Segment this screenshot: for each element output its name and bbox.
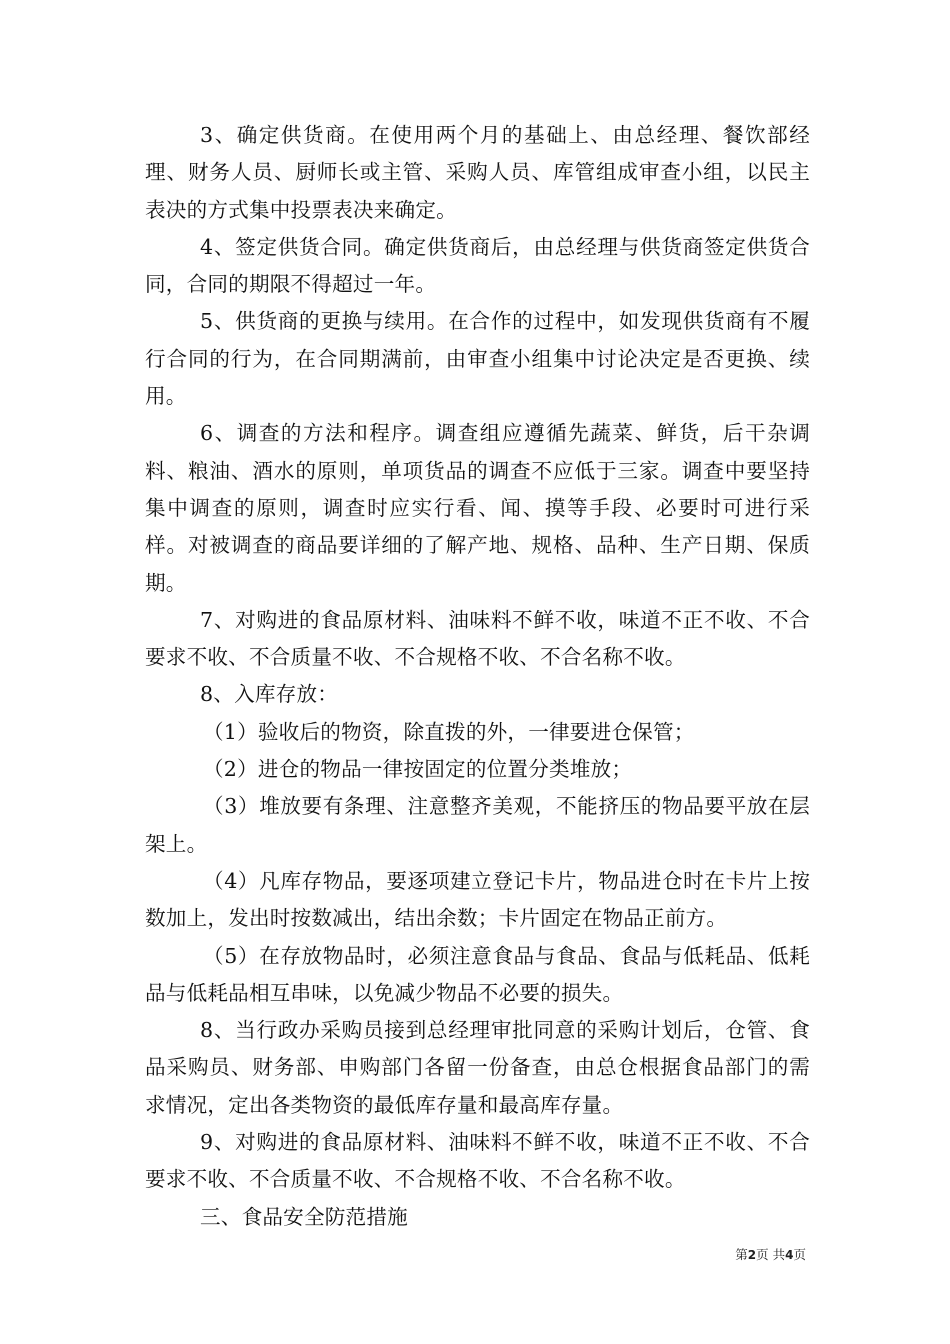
- footer-middle: 页 共: [756, 1247, 786, 1262]
- paragraph-purchase-acceptance-9: 9、对购进的食品原材料、油味料不鲜不收，味道不正不收、不合要求不收、不合质量不收、不合规格不收、不合名称不收。: [145, 1130, 810, 1192]
- paragraph-storage-item-4: （4）凡库存物品，要逐项建立登记卡片，物品进仓时在卡片上按数加上，发出时按数减出，结出余数；卡片固定在物品正前方。: [145, 868, 810, 931]
- paragraph-purchase-acceptance-7: 7、对购进的食品原材料、油味料不鲜不收，味道不正不收、不合要求不收、不合质量不收、不合规格不收、不合名称不收。: [145, 607, 810, 670]
- footer-current-page: 2: [747, 1248, 757, 1262]
- document-body: [145, 117, 810, 1236]
- paragraph-confirm-supplier: 3、确定供货商。在使用两个月的基础上、由总经理、餐饮部经理、财务人员、厨师长或主管、采购人员、库管组成审查小组，以民主表决的方式集中投票表决来确定。: [145, 123, 810, 222]
- paragraph-purchase-plan: 8、当行政办采购员接到总经理审批同意的采购计划后，仓管、食品采购员、财务部、申购部门各留一份备查，由总仓根据食品部门的需求情况，定出各类物资的最低库存量和最高库存量。: [145, 1018, 810, 1117]
- paragraph-storage-item-2: （2）进仓的物品一律按固定的位置分类堆放；: [203, 757, 633, 782]
- section-heading-food-safety: 三、食品安全防范措施: [200, 1204, 408, 1229]
- paragraph-storage-item-5: （5）在存放物品时，必须注意食品与食品、食品与低耗品、低耗品与低耗品相互串味，以免减少物品不必要的损失。: [145, 943, 810, 1005]
- footer-prefix: 第: [735, 1247, 748, 1262]
- footer-suffix: 页: [793, 1247, 806, 1262]
- footer-total-pages: 4: [785, 1248, 794, 1262]
- paragraph-sign-contract: 4、签定供货合同。确定供货商后，由总经理与供货商签定供货合同，合同的期限不得超过一年。: [145, 234, 810, 297]
- paragraph-storage-heading: 8、入库存放：: [200, 682, 339, 707]
- paragraph-supplier-replacement: 5、供货商的更换与续用。在合作的过程中，如发现供货商有不履行合同的行为，在合同期满前，由审查小组集中讨论决定是否更换、续用。: [145, 309, 810, 409]
- paragraph-investigation-method: 6、调查的方法和程序。调查组应遵循先蔬菜、鲜货，后干杂调料、粮油、酒水的原则，单项货品的调查不应低于三家。调查中要坚持集中调查的原则，调查时应实行看、闻、摸等手段、必要时可进行采样。对被调查的商品要详细的了解产地、规格、品种、生产日期、保质期。: [145, 421, 810, 595]
- paragraph-storage-item-3: （3）堆放要有条理、注意整齐美观，不能挤压的物品要平放在层架上。: [145, 794, 810, 856]
- paragraph-storage-item-1: （1）验收后的物资，除直拨的外，一律要进仓保管；: [203, 719, 695, 744]
- page-footer: [735, 1247, 806, 1263]
